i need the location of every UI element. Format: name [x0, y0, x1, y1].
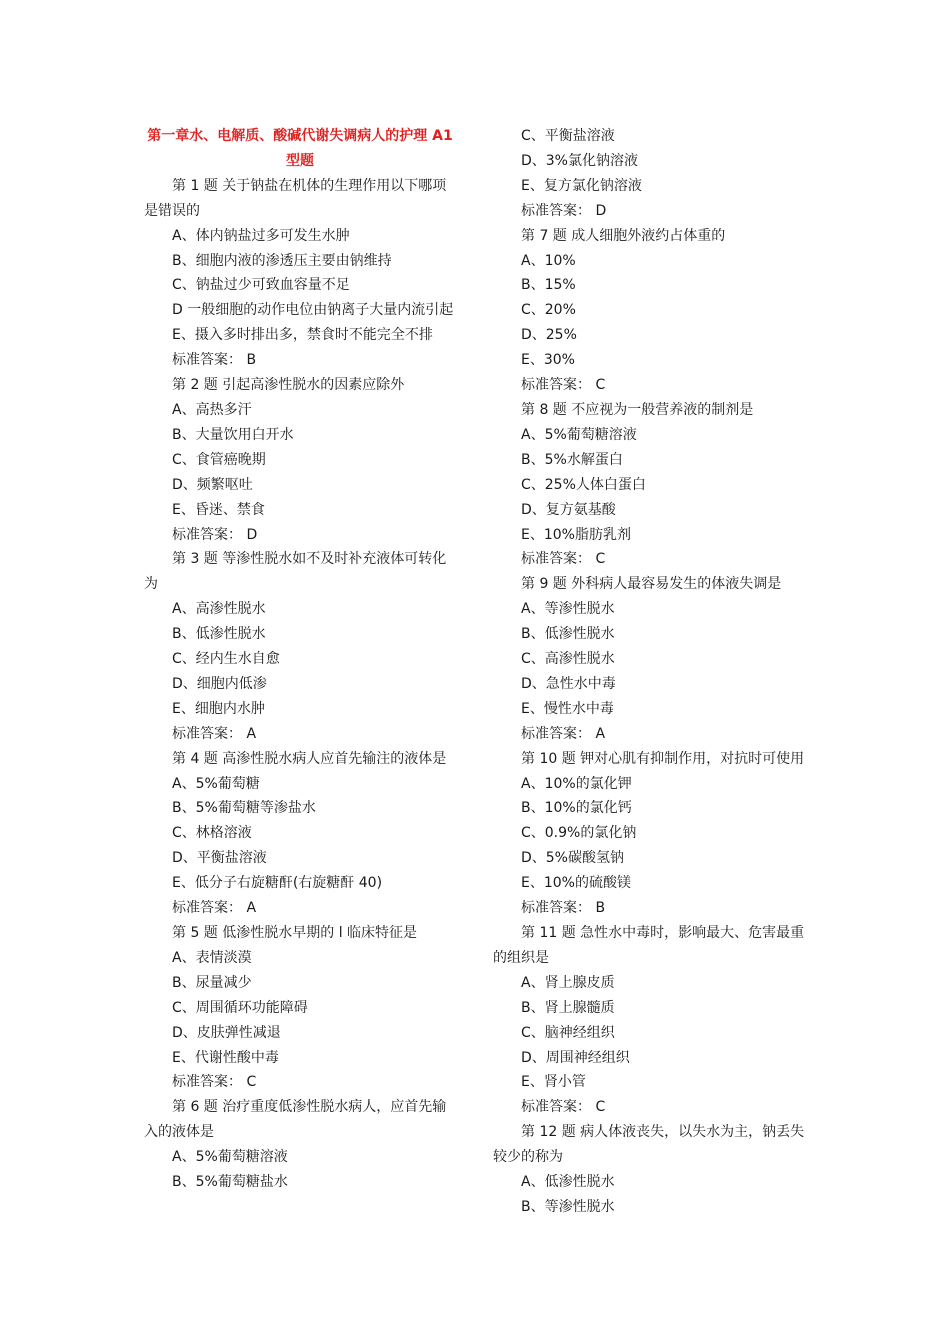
answer-option: C、20%: [521, 302, 576, 319]
answer-option: E、复方氯化钠溶液: [521, 177, 642, 194]
answer-option: C、25%人体白蛋白: [521, 476, 646, 493]
answer-option: E、代谢性酸中毒: [172, 1049, 279, 1066]
answer-option: B、低渗性脱水: [172, 626, 266, 643]
question-stem: 第 2 题 引起高渗性脱水的因素应除外: [172, 377, 405, 394]
question-stem: 第 6 题 治疗重度低渗性脱水病人，应首先输入的液体是: [144, 1099, 447, 1141]
answer-option: B、大量饮用白开水: [172, 426, 294, 443]
answer-option: E、10%脂肪乳剂: [521, 526, 631, 543]
answer-option: C、林格溶液: [172, 825, 252, 842]
answer-option: A、体内钠盐过多可发生水肿: [172, 227, 350, 244]
answer-option: A、5%葡萄糖溶液: [521, 426, 637, 443]
answer-option: D、频繁呕吐: [172, 476, 253, 493]
answer-option: B、尿量减少: [172, 974, 252, 991]
left-column: [144, 124, 456, 1195]
answer-option: E、慢性水中毒: [521, 700, 614, 717]
answer-option: A、10%的氯化钾: [521, 775, 632, 792]
answer-option: C、周围循环功能障碍: [172, 999, 308, 1016]
standard-answer: 标准答案： B: [521, 900, 606, 917]
answer-option: C、0.9%的氯化钠: [521, 825, 637, 842]
answer-option: B、等渗性脱水: [521, 1198, 615, 1215]
answer-option: D、平衡盐溶液: [172, 850, 267, 867]
answer-option: A、10%: [521, 252, 576, 269]
answer-option: B、低渗性脱水: [521, 626, 615, 643]
answer-option: E、10%的硫酸镁: [521, 875, 631, 892]
answer-option: B、5%水解蛋白: [521, 451, 623, 468]
answer-option: E、30%: [521, 352, 575, 369]
answer-option: A、5%葡萄糖溶液: [172, 1149, 288, 1166]
right-question-list: [493, 124, 811, 1220]
answer-option: A、等渗性脱水: [521, 601, 615, 618]
standard-answer: 标准答案： B: [172, 352, 257, 369]
answer-option: D、5%碳酸氢钠: [521, 850, 624, 867]
answer-option: D、25%: [521, 327, 577, 344]
answer-option: E、摄入多时排出多，禁食时不能完全不排: [172, 327, 433, 344]
answer-option: A、表情淡漠: [172, 949, 252, 966]
answer-option: E、昏迷、禁食: [172, 501, 265, 518]
question-stem: D 一般细胞的动作电位由钠离子大量内流引起: [172, 302, 454, 319]
chapter-title: 第一章水、电解质、酸碱代谢失调病人的护理 A1 型题: [147, 128, 453, 169]
question-stem: 第 12 题 病人体液丧失，以失水为主，钠丢失较少的称为: [493, 1124, 805, 1166]
question-stem: 第 9 题 外科病人最容易发生的体液失调是: [521, 576, 782, 593]
standard-answer: 标准答案： A: [172, 900, 257, 917]
standard-answer: 标准答案： C: [521, 1099, 606, 1116]
standard-answer: 标准答案： A: [172, 725, 257, 742]
question-stem: 第 11 题 急性水中毒时，影响最大、危害最重的组织是: [493, 925, 805, 966]
right-column: [493, 124, 811, 1220]
question-stem: 第 1 题 关于钠盐在机体的生理作用以下哪项是错误的: [144, 177, 447, 219]
answer-option: B、细胞内液的渗透压主要由钠维持: [172, 252, 392, 269]
answer-option: E、细胞内水肿: [172, 700, 265, 717]
question-stem: 第 7 题 成人细胞外液约占体重的: [521, 227, 726, 244]
answer-option: A、肾上腺皮质: [521, 974, 615, 991]
answer-option: E、肾小管: [521, 1074, 586, 1091]
standard-answer: 标准答案： C: [521, 551, 606, 568]
left-question-list: [144, 174, 456, 1195]
answer-option: A、高热多汗: [172, 401, 252, 418]
answer-option: C、经内生水自愈: [172, 651, 280, 668]
answer-option: B、5%葡萄糖等渗盐水: [172, 800, 316, 817]
answer-option: C、脑神经组织: [521, 1024, 615, 1041]
answer-option: B、15%: [521, 277, 576, 294]
standard-answer: 标准答案： C: [172, 1074, 257, 1091]
standard-answer: 标准答案： D: [521, 202, 607, 219]
answer-option: C、平衡盐溶液: [521, 128, 615, 144]
question-stem: 第 3 题 等渗性脱水如不及时补充液体可转化为: [144, 551, 447, 593]
answer-option: B、5%葡萄糖盐水: [172, 1174, 288, 1191]
answer-option: E、低分子右旋糖酐(右旋糖酐 40): [172, 875, 383, 892]
answer-option: B、肾上腺髓质: [521, 999, 615, 1016]
standard-answer: 标准答案： D: [172, 526, 258, 543]
answer-option: B、10%的氯化钙: [521, 800, 632, 817]
answer-option: D、细胞内低渗: [172, 675, 267, 692]
answer-option: C、高渗性脱水: [521, 651, 615, 668]
answer-option: D、皮肤弹性减退: [172, 1024, 281, 1041]
answer-option: D、复方氨基酸: [521, 501, 616, 518]
answer-option: C、食管癌晚期: [172, 451, 266, 468]
answer-option: C、钠盐过少可致血容量不足: [172, 277, 350, 294]
answer-option: D、急性水中毒: [521, 675, 616, 692]
answer-option: D、3%氯化钠溶液: [521, 152, 638, 169]
question-stem: 第 8 题 不应视为一般营养液的制剂是: [521, 401, 754, 418]
answer-option: A、低渗性脱水: [521, 1174, 615, 1191]
standard-answer: 标准答案： C: [521, 377, 606, 394]
answer-option: A、高渗性脱水: [172, 601, 266, 618]
standard-answer: 标准答案： A: [521, 725, 606, 742]
answer-option: A、5%葡萄糖: [172, 775, 260, 792]
question-stem: 第 5 题 低渗性脱水早期的 l 临床特征是: [172, 925, 418, 941]
question-stem: 第 4 题 高渗性脱水病人应首先输注的液体是: [172, 750, 447, 767]
answer-option: D、周围神经组织: [521, 1049, 630, 1066]
question-stem: 第 10 题 钾对心肌有抑制作用，对抗时可使用: [521, 750, 805, 767]
